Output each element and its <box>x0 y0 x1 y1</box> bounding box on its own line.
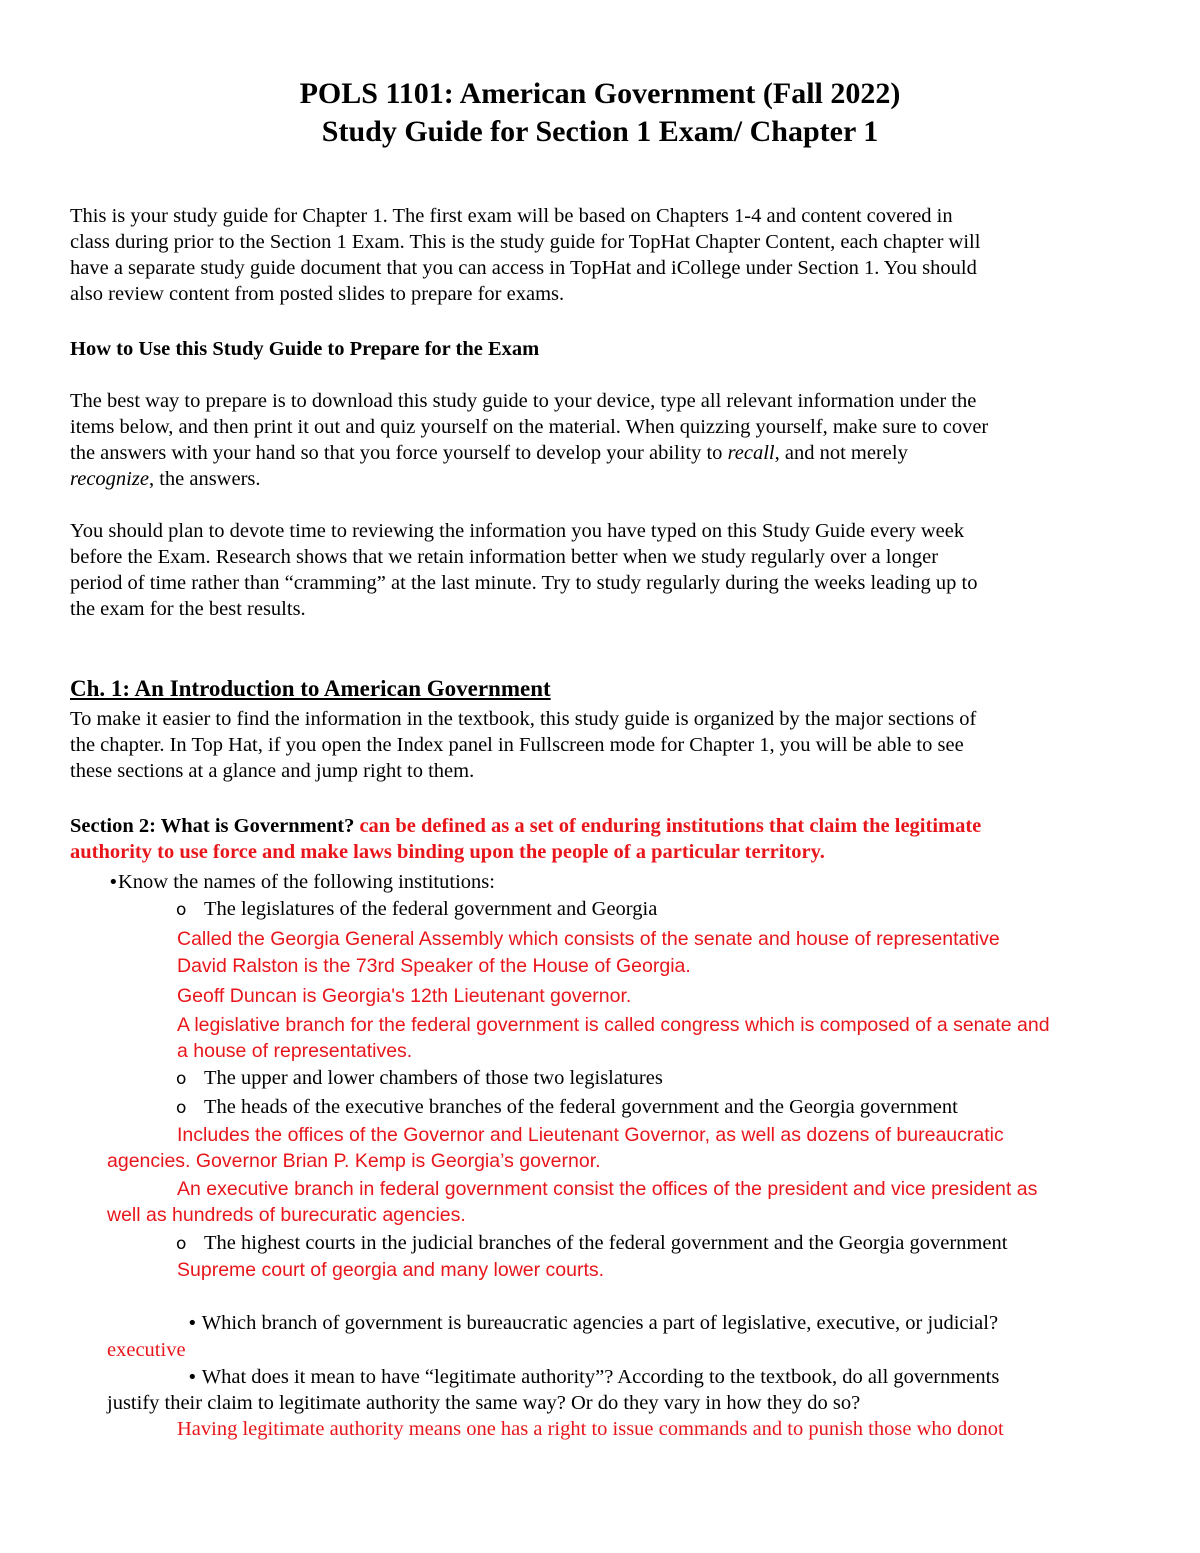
howto-line <box>70 466 261 492</box>
section2-heading <box>70 813 981 839</box>
answer-line: Supreme court of georgia and many lower courts. <box>177 1259 605 1281</box>
answer-line: well as hundreds of burecuratic agencies. <box>107 1204 466 1226</box>
sub-bullet-text: The legislatures of the federal government and Georgia <box>204 898 658 920</box>
howto-line <box>70 440 908 466</box>
section2-label: Section 2: What is Government? <box>70 815 360 837</box>
howto-line: items below, and then print it out and quiz yourself on the material. When quizzing yourself, make sure to cover <box>70 416 989 438</box>
answer-line: An executive branch in federal government consist the offices of the president and vice president as <box>177 1178 1038 1200</box>
section2-definition-cont: authority to use force and make laws binding upon the people of a particular territory. <box>70 841 825 863</box>
howto-line: The best way to prepare is to download this study guide to your device, type all relevant information under the <box>70 390 977 412</box>
sub-bullet-item <box>176 1065 663 1092</box>
chapter-line: To make it easier to find the information in the textbook, this study guide is organized by the major sections of <box>70 708 977 730</box>
sub-bullet-text: The highest courts in the judicial branches of the federal government and the Georgia government <box>204 1232 1008 1254</box>
question-text-cont: justify their claim to legitimate authority the same way? Or do they vary in how they do so? <box>107 1392 861 1414</box>
intro-line: also review content from posted slides to prepare for exams. <box>70 283 565 305</box>
intro-line: class during prior to the Section 1 Exam. This is the study guide for TopHat Chapter Content, each chapter will <box>70 231 981 253</box>
howto-text: the answers with your hand so that you force yourself to develop your ability to <box>70 442 728 464</box>
bullet-icon: • <box>187 1313 198 1334</box>
plan-line: You should plan to devote time to reviewing the information you have typed on this Study Guide every week <box>70 520 965 542</box>
intro-line: have a separate study guide document that you can access in TopHat and iCollege under Section 1. You should <box>70 257 977 279</box>
answer-line: David Ralston is the 73rd Speaker of the House of Georgia. <box>177 955 691 977</box>
answer-line: Called the Georgia General Assembly which consists of the senate and house of representative <box>177 928 1000 950</box>
answer-line: executive <box>107 1339 186 1361</box>
bullet-item <box>108 869 495 896</box>
emphasis-recall: recall <box>727 442 775 464</box>
circle-bullet-icon: o <box>176 1234 187 1254</box>
answer-line: Includes the offices of the Governor and Lieutenant Governor, as well as dozens of bureaucratic <box>177 1124 1004 1146</box>
answer-line: Geoff Duncan is Georgia's 12th Lieutenant governor. <box>177 985 632 1007</box>
emphasis-recognize: recognize <box>70 468 149 490</box>
question-text: Which branch of government is bureaucratic agencies a part of legislative, executive, or judicial? <box>201 1312 999 1334</box>
chapter-line: the chapter. In Top Hat, if you open the Index panel in Fullscreen mode for Chapter 1, you will be able to see <box>70 734 964 756</box>
bullet-icon: • <box>108 872 119 893</box>
howto-text: , and not merely <box>774 442 908 464</box>
question-text: What does it mean to have “legitimate authority”? According to the textbook, do all governments <box>201 1366 1000 1388</box>
intro-line: This is your study guide for Chapter 1. The first exam will be based on Chapters 1-4 and content covered in <box>70 205 953 227</box>
sub-bullet-item <box>176 1230 1007 1257</box>
howto-heading: How to Use this Study Guide to Prepare for the Exam <box>70 338 540 360</box>
sub-bullet-item <box>176 896 657 923</box>
chapter-line: these sections at a glance and jump right to them. <box>70 760 475 782</box>
plan-line: period of time rather than “cramming” at the last minute. Try to study regularly during the weeks leading up to <box>70 572 978 594</box>
circle-bullet-icon: o <box>176 1069 187 1089</box>
answer-line: agencies. Governor Brian P. Kemp is Georgia’s governor. <box>107 1150 601 1172</box>
chapter-heading: Ch. 1: An Introduction to American Government <box>70 676 551 701</box>
question-item <box>187 1310 998 1337</box>
answer-line: Having legitimate authority means one has a right to issue commands and to punish those who donot <box>177 1418 1004 1440</box>
circle-bullet-icon: o <box>176 1098 187 1118</box>
sub-bullet-text: The upper and lower chambers of those two legislatures <box>204 1067 663 1089</box>
answer-line: a house of representatives. <box>177 1040 413 1062</box>
question-item <box>187 1364 999 1391</box>
answer-line: A legislative branch for the federal government is called congress which is composed of a senate and <box>177 1014 1050 1036</box>
circle-bullet-icon: o <box>176 900 187 920</box>
sub-bullet-item <box>176 1094 958 1121</box>
bullet-icon: • <box>187 1367 198 1388</box>
bullet-text: Know the names of the following institutions: <box>118 871 495 893</box>
plan-line: before the Exam. Research shows that we retain information better when we study regularly over a longer <box>70 546 939 568</box>
document-title: POLS 1101: American Government (Fall 2022) <box>299 77 901 110</box>
howto-text: , the answers. <box>148 468 261 490</box>
plan-line: the exam for the best results. <box>70 598 306 620</box>
document-subtitle: Study Guide for Section 1 Exam/ Chapter 1 <box>321 115 879 148</box>
sub-bullet-text: The heads of the executive branches of the federal government and the Georgia government <box>204 1096 958 1118</box>
section2-definition: can be defined as a set of enduring institutions that claim the legitimate <box>359 815 982 837</box>
